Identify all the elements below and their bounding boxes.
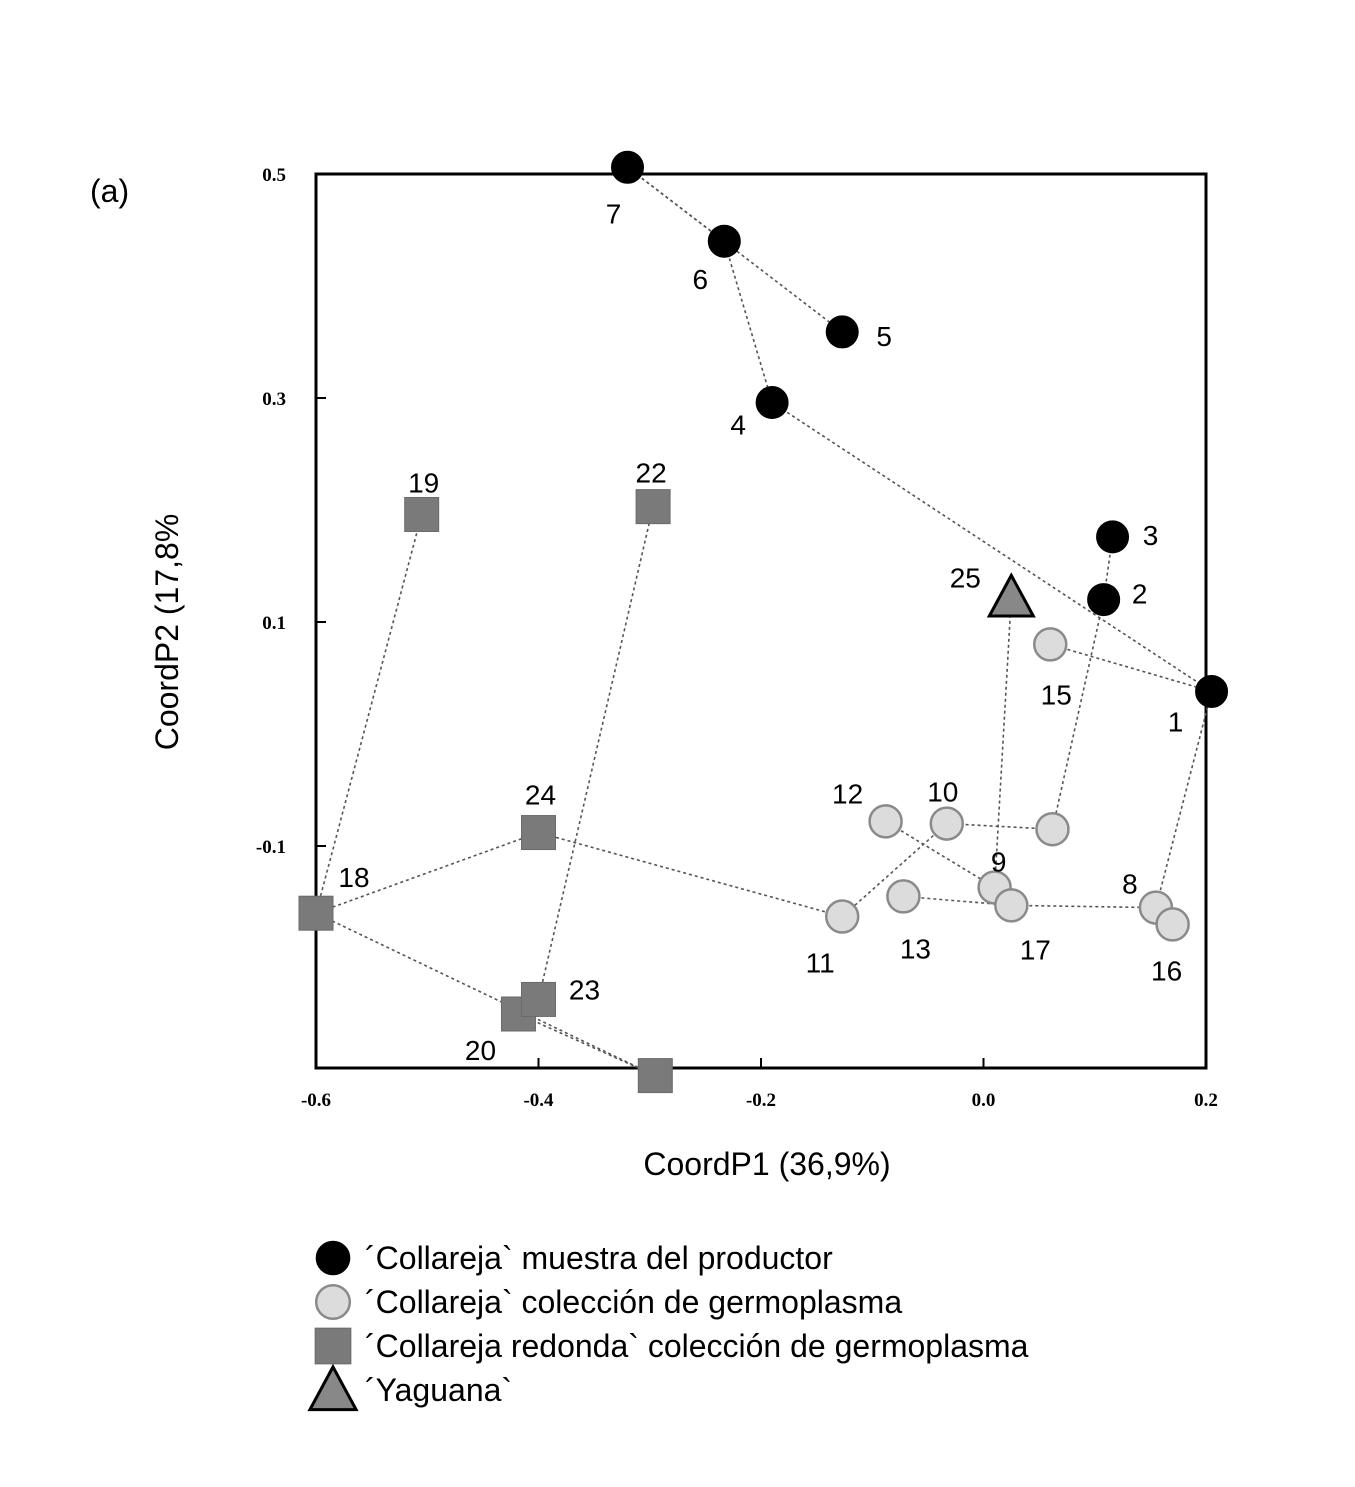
plot-frame	[316, 174, 1206, 1068]
data-point-7	[612, 151, 644, 183]
point-label-3: 3	[1142, 519, 1159, 551]
data-point-3	[1097, 521, 1129, 553]
point-label-6: 6	[692, 264, 709, 296]
data-point-5	[826, 316, 858, 348]
legend-label-2: ´Collareja` colección de germoplasma	[365, 1284, 903, 1320]
x-axis-label: CoordP1 (36,9%)	[643, 1146, 891, 1182]
point-label-11: 11	[805, 947, 835, 979]
data-point-19	[405, 497, 439, 531]
points-layer	[299, 151, 1228, 1092]
data-point-25	[989, 575, 1033, 616]
data-point-10	[931, 808, 963, 840]
y-tick-label: 0.3	[262, 389, 286, 410]
data-point-18	[299, 896, 333, 930]
point-label-20: 20	[464, 1035, 497, 1066]
x-tick-label: 0.0	[971, 1090, 996, 1111]
point-label-17: 17	[1019, 934, 1051, 966]
panel-label: (a)	[90, 173, 130, 209]
data-point-21	[638, 1059, 672, 1093]
y-tick-label: 0.1	[262, 613, 286, 634]
data-point-11	[826, 901, 858, 933]
data-point-12	[870, 805, 902, 837]
data-point-15	[1034, 628, 1066, 660]
point-label-24: 24	[524, 779, 557, 811]
link-23-22	[539, 507, 654, 1000]
point-label-4: 4	[730, 409, 746, 441]
ticks-layer	[256, 165, 1218, 1111]
data-point-23	[522, 982, 556, 1016]
y-tick-label: -0.1	[255, 837, 286, 858]
point-label-15: 15	[1040, 679, 1072, 711]
x-tick-label: -0.6	[300, 1090, 332, 1111]
data-point-24	[522, 816, 556, 850]
links-layer	[316, 167, 1212, 1075]
point-label-9: 9	[990, 846, 1007, 878]
point-label-7: 7	[605, 198, 622, 230]
point-label-5: 5	[876, 320, 893, 352]
point-label-25: 25	[949, 562, 981, 594]
link-18-19	[316, 514, 422, 913]
point-label-22: 22	[635, 457, 667, 489]
legend-marker-1	[316, 1241, 350, 1275]
legend-label-4: ´Yaguana`	[365, 1372, 513, 1408]
link-9-25	[995, 597, 1012, 887]
legend-marker-4	[310, 1367, 356, 1410]
data-point-13	[887, 880, 919, 912]
point-label-23: 23	[568, 974, 601, 1006]
data-point-1	[1196, 675, 1228, 707]
link-17-8	[1011, 905, 1156, 907]
x-tick-label: -0.4	[523, 1090, 554, 1111]
legend-marker-3	[315, 1328, 351, 1364]
data-point-14	[1036, 813, 1068, 845]
link-15-1	[1050, 644, 1211, 691]
y-axis-label: CoordP2 (17,8%	[149, 513, 185, 751]
point-label-16: 16	[1151, 955, 1183, 987]
x-tick-label: -0.2	[745, 1090, 777, 1111]
point-label-19: 19	[408, 467, 440, 499]
data-point-22	[636, 490, 670, 524]
link-6-4	[724, 241, 772, 402]
data-point-4	[756, 386, 788, 418]
point-label-10: 10	[927, 776, 959, 808]
point-label-13: 13	[899, 933, 931, 965]
link-8-1	[1156, 691, 1212, 907]
point-label-12: 12	[832, 778, 864, 810]
legend	[310, 1240, 1029, 1410]
point-label-8: 8	[1122, 868, 1138, 900]
data-point-6	[708, 225, 740, 257]
legend-marker-2	[316, 1285, 350, 1319]
legend-label-1: ´Collareja` muestra del productor	[365, 1240, 833, 1276]
data-point-17	[995, 889, 1027, 921]
legend-label-3: ´Collareja redonda` colección de germoplasma	[365, 1328, 1029, 1364]
point-label-2: 2	[1131, 578, 1148, 610]
link-11-24	[539, 833, 843, 917]
x-tick-label: 0.2	[1194, 1090, 1218, 1111]
y-tick-label: 0.5	[262, 165, 286, 186]
point-label-1: 1	[1167, 706, 1184, 738]
data-point-16	[1157, 908, 1189, 940]
point-label-18: 18	[338, 862, 370, 894]
data-point-2	[1088, 584, 1120, 616]
